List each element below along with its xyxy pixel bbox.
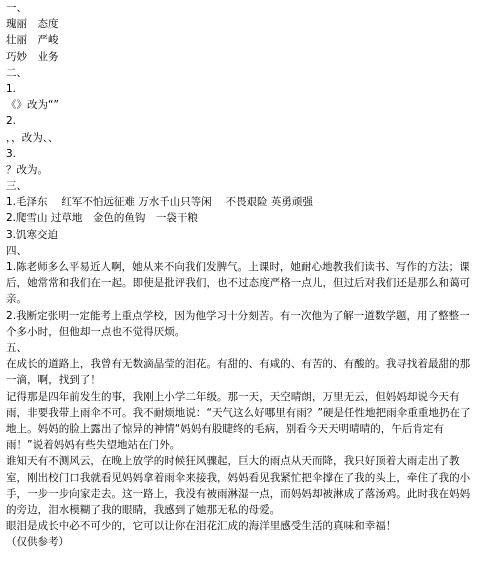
item-number: 3. [6,147,17,160]
fill-answer: 2.爬雪山 过草地 金色的鱼钩 一袋干粮 [6,212,198,225]
fill-answer: 1.毛泽东 红军不怕远征难 万水千山只等闲 不畏艰险 英勇顽强 [6,196,313,209]
answer-document [6,0,478,551]
section-2-heading: 二、 [6,66,27,79]
word-row: 瑰丽 态度 [6,18,59,31]
section-1-heading: 一、 [6,2,27,14]
section-3-heading: 三、 [6,180,27,193]
writing-answer: 1.陈老师多么平易近人啊，她从来不向我们发脾气。上课时，她耐心地教我们读书、写作的方法；课后，她常常和我们在一起。即使是批评我们，也不过态度严格一点儿，但过后对我们还是那么和蔼可亲。 [6,261,471,306]
section-5-heading: 五、 [6,342,27,355]
fill-answer: 3.饥寒交迫 [6,228,59,241]
word-row: 巧妙 业务 [6,50,59,63]
essay-paragraph: 眼泪是成长中必不可少的，它可以让你在泪花汇成的海洋里感受生活的真味和幸福！ [6,520,397,533]
punctuation-answer: ？改为。 [6,163,48,176]
item-number: 1. [6,82,17,95]
item-number: 2. [6,115,17,128]
punctuation-answer: ，，改为、、 [6,131,59,144]
word-row: 壮丽 严峻 [6,34,59,47]
essay-paragraph: 记得那是四年前发生的事，我刚上小学二年级。那一天，天空晴朗，万里无云，但妈妈却说今天有雨，非要我带上雨伞不可。我不耐烦地说：“天气这么好哪里有雨？”硬是任性地把雨伞重重地扔在了地上。妈妈的脸上露出了惊异的神情“妈妈有股睫终的毛病，别看今天天明晴晴的，午后肯定有雨！”说着妈妈有些失望地站在门外。 [6,390,471,452]
reference-note: （仅供参考） [6,536,69,549]
essay-paragraph: 谁知天有不测风云，在晚上放学的时候狂风骤起，巨大的雨点从天而降，我只好顶着大雨走出了教室，刚出校门口我就看见妈妈拿着雨伞来接我，妈妈看见我紧忙把伞撑在了我的头上，牵住了我的小手，一步一步向家走去。这一路上，我没有被雨淋湿一点，而妈妈却被淋成了落汤鸡。此时我在妈妈的旁边，泪水模糊了我的眼睛，我感到了她那无私的母爱。 [6,455,471,517]
section-4-heading: 四、 [6,244,27,257]
writing-answer: 2.我断定张明一定能考上重点学校，因为他学习十分刻苦。有一次他为了解一道数学题，用了整整一个多小时，但他却一点也不觉得厌烦。 [6,309,470,338]
essay-paragraph: 在成长的道路上，我曾有无数滴晶莹的泪花。有甜的、有咸的、有苦的、有酸的。我寻找着最甜的那一滴，啊，找到了！ [6,358,471,387]
punctuation-answer: 《》改为“” [6,99,59,112]
